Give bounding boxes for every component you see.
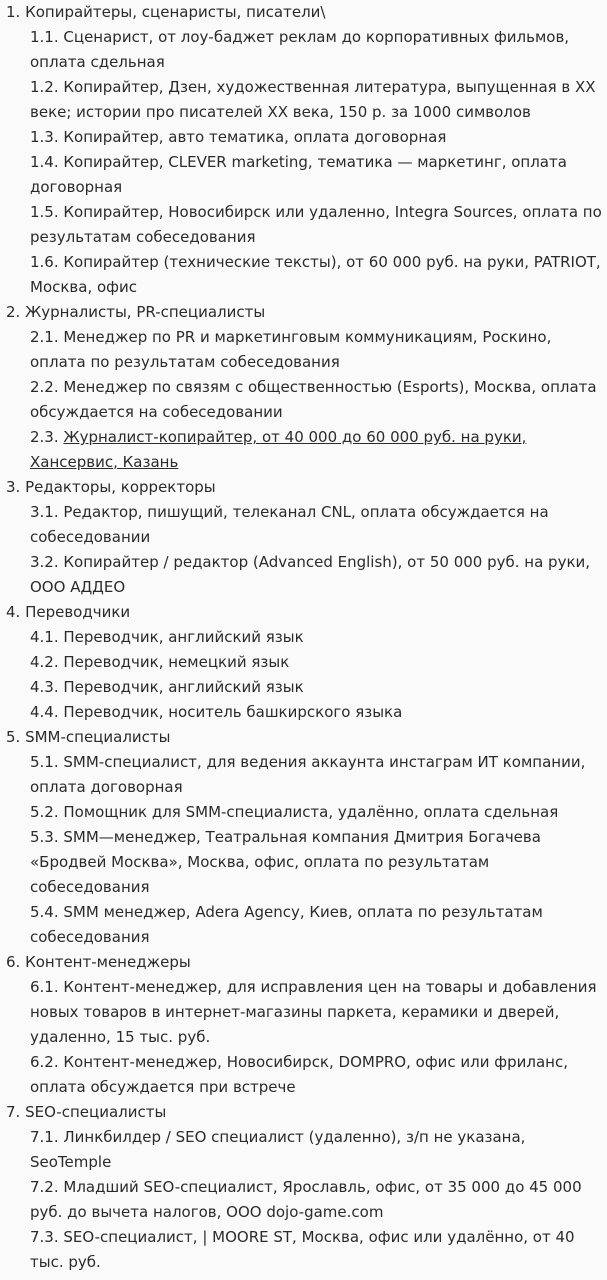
list-item: 1.2. Копирайтер, Дзен, художественная литература, выпущенная в XX веке; истории про писателей XX века, 150 р. за 1000 символов (30, 78, 596, 121)
list-item: 6.2. Контент-менеджер, Новосибирск, DOMPRO, офис или фриланс, оплата обсуждается при встрече (30, 1053, 568, 1096)
list-item: 1.3. Копирайтер, авто тематика, оплата договорная (30, 128, 447, 146)
vacancy-link[interactable]: Журналист-копирайтер, от 40 000 до 60 000 руб. на руки, Хансервис, Казань (30, 428, 527, 471)
list-item: 6.1. Контент-менеджер, для исправления цен на товары и добавления новых товаров в интернет-магазины паркета, керамики и дверей, удаленно, 15 тыс. руб. (30, 978, 597, 1046)
list-item: 5.4. SMM менеджер, Adera Agency, Киев, оплата по результатам собеседования (30, 903, 543, 946)
section-title: 5. SMM-специалисты (6, 728, 171, 746)
list-item-number: 2.3. (30, 428, 64, 446)
section-seo (6, 1100, 603, 1275)
list-item: 1.5. Копирайтер, Новосибирск или удаленно, Integra Sources, оплата по результатам собеседования (30, 203, 602, 246)
section-title: 3. Редакторы, корректоры (6, 478, 216, 496)
section-smm (6, 725, 603, 950)
list-item: 7.3. SEO-специалист, | MOORE ST, Москва, офис или удалённо, от 40 тыс. руб. (30, 1228, 575, 1271)
section-content-managers (6, 950, 603, 1100)
section-translators (6, 600, 603, 725)
list-item: 7.2. Младший SEO-специалист, Ярославль, офис, от 35 000 до 45 000 руб. до вычета налогов, ООО dojo-game.com (30, 1178, 582, 1221)
section-editors (6, 475, 603, 600)
list-item: 1.6. Копирайтер (технические тексты), от 60 000 руб. на руки, PATRIOT, Москва, офис (30, 253, 601, 296)
list-item: 4.4. Переводчик, носитель башкирского языка (30, 703, 403, 721)
list-item: 4.3. Переводчик, английский язык (30, 678, 304, 696)
list-item: 3.1. Редактор, пишущий, телеканал CNL, оплата обсуждается на собеседовании (30, 503, 549, 546)
list-item: 5.1. SMM-специалист, для ведения аккаунта инстаграм ИТ компании, оплата договорная (30, 753, 586, 796)
list-item: 1.1. Сценарист, от лоу-баджет реклам до корпоративных фильмов, оплата сдельная (30, 28, 570, 71)
list-item: 1.4. Копирайтер, CLEVER marketing, тематика — маркетинг, оплата договорная (30, 153, 567, 196)
list-item: 3.2. Копирайтер / редактор (Advanced English), от 50 000 руб. на руки, ООО АДДЕО (30, 553, 591, 596)
list-item: 7.1. Линкбилдер / SEO специалист (удаленно), з/п не указана, SeoTemple (30, 1128, 526, 1171)
section-title: 7. SEO-специалисты (6, 1103, 167, 1121)
section-title: 6. Контент-менеджеры (6, 953, 191, 971)
section-title: 2. Журналисты, PR-специалисты (6, 303, 266, 321)
list-item: 4.1. Переводчик, английский язык (30, 628, 304, 646)
section-title: 4. Переводчики (6, 603, 131, 621)
list-item: 2.1. Менеджер по PR и маркетинговым коммуникациям, Роскино, оплата по результатам собеседования (30, 328, 552, 371)
list-item: 2.2. Менеджер по связям с общественностью (Esports), Москва, оплата обсуждается на собеседовании (30, 378, 597, 421)
list-item: 5.2. Помощник для SMM-специалиста, удалённо, оплата сдельная (30, 803, 559, 821)
section-journalists (6, 300, 603, 475)
list-item: 5.3. SMM—менеджер, Театральная компания Дмитрия Богачева «Бродвей Москва», Москва, офис, оплата по результатам собеседования (30, 828, 541, 896)
list-item: 4.2. Переводчик, немецкий язык (30, 653, 290, 671)
section-copywriters (6, 0, 603, 300)
list-item-with-link (6, 425, 603, 475)
section-title: 1. Копирайтеры, сценаристы, писатели\ (6, 3, 326, 21)
